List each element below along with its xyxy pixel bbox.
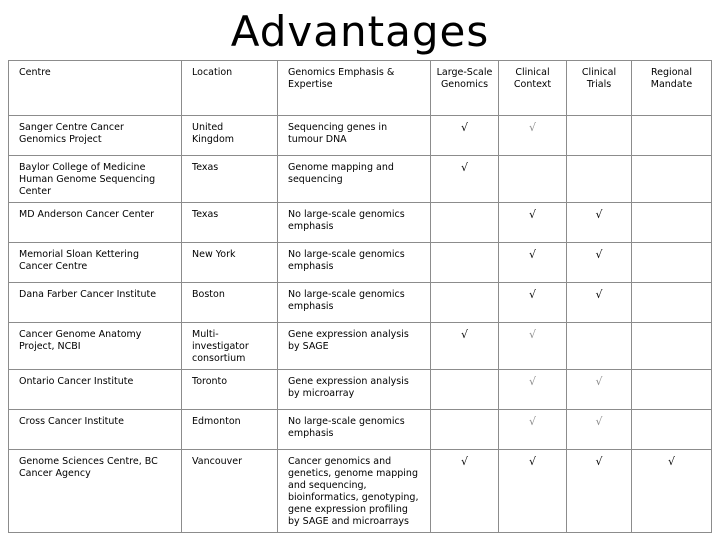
table-row <box>9 283 712 323</box>
cell-location: New York <box>182 243 278 283</box>
cell-clinical-context <box>499 410 567 450</box>
header-centre: Centre <box>9 61 182 116</box>
cell-clinical-context <box>499 283 567 323</box>
header-regional-mandate: Regional Mandate <box>632 61 712 116</box>
cell-clinical-context <box>499 203 567 243</box>
cell-large-scale-genomics <box>431 156 499 203</box>
cell-clinical-context <box>499 243 567 283</box>
cell-emphasis: No large-scale genomics emphasis <box>278 410 431 450</box>
cell-clinical-context <box>499 370 567 410</box>
check-mark-icon: √ <box>528 288 536 301</box>
slide-title: Advantages <box>230 7 490 56</box>
cell-centre: Baylor College of Medicine Human Genome Sequencing Center <box>9 156 182 203</box>
cell-regional-mandate <box>632 370 712 410</box>
cell-clinical-context <box>499 323 567 370</box>
check-mark-icon: √ <box>528 375 536 388</box>
cell-location: Vancouver <box>182 450 278 533</box>
check-mark-icon: √ <box>528 121 536 134</box>
cell-centre: Dana Farber Cancer Institute <box>9 283 182 323</box>
cell-clinical-context <box>499 116 567 156</box>
cell-regional-mandate <box>632 450 712 533</box>
cell-clinical-trials <box>567 203 632 243</box>
cell-regional-mandate <box>632 283 712 323</box>
cell-large-scale-genomics <box>431 116 499 156</box>
header-clinical-context: Clinical Context <box>499 61 567 116</box>
cell-large-scale-genomics <box>431 323 499 370</box>
check-mark-icon: √ <box>595 248 603 261</box>
table-row <box>9 156 712 203</box>
table-row <box>9 116 712 156</box>
cell-emphasis: Genome mapping and sequencing <box>278 156 431 203</box>
check-mark-icon: √ <box>595 415 603 428</box>
header-emphasis: Genomics Emphasis & Expertise <box>278 61 431 116</box>
cell-emphasis: No large-scale genomics emphasis <box>278 203 431 243</box>
cell-clinical-trials <box>567 370 632 410</box>
cell-emphasis: No large-scale genomics emphasis <box>278 243 431 283</box>
check-mark-icon: √ <box>460 328 468 341</box>
cell-regional-mandate <box>632 116 712 156</box>
cell-location: Toronto <box>182 370 278 410</box>
cell-location: United Kingdom <box>182 116 278 156</box>
cell-centre: Memorial Sloan Kettering Cancer Centre <box>9 243 182 283</box>
cell-clinical-context <box>499 450 567 533</box>
table-row <box>9 203 712 243</box>
cell-centre: Ontario Cancer Institute <box>9 370 182 410</box>
check-mark-icon: √ <box>528 248 536 261</box>
check-mark-icon: √ <box>528 455 536 468</box>
table-row <box>9 323 712 370</box>
cell-regional-mandate <box>632 323 712 370</box>
check-mark-icon: √ <box>460 455 468 468</box>
cell-location: Texas <box>182 156 278 203</box>
cell-clinical-trials <box>567 323 632 370</box>
cell-large-scale-genomics <box>431 283 499 323</box>
cell-centre: Cancer Genome Anatomy Project, NCBI <box>9 323 182 370</box>
cell-location: Texas <box>182 203 278 243</box>
cell-regional-mandate <box>632 410 712 450</box>
header-location: Location <box>182 61 278 116</box>
cell-clinical-trials <box>567 450 632 533</box>
cell-emphasis: No large-scale genomics emphasis <box>278 283 431 323</box>
cell-centre: MD Anderson Cancer Center <box>9 203 182 243</box>
cell-clinical-context <box>499 156 567 203</box>
check-mark-icon: √ <box>528 328 536 341</box>
table-body <box>9 61 712 533</box>
check-mark-icon: √ <box>595 208 603 221</box>
check-mark-icon: √ <box>595 288 603 301</box>
cell-regional-mandate <box>632 243 712 283</box>
cell-large-scale-genomics <box>431 370 499 410</box>
cell-location: Edmonton <box>182 410 278 450</box>
cell-location: Multi-investigator consortium <box>182 323 278 370</box>
cell-regional-mandate <box>632 203 712 243</box>
cell-large-scale-genomics <box>431 203 499 243</box>
check-mark-icon: √ <box>595 455 603 468</box>
header-clinical-trials: Clinical Trials <box>567 61 632 116</box>
cell-emphasis: Cancer genomics and genetics, genome mapping and sequencing, bioinformatics, genotyping, gene expression profiling by SAGE and microarrays <box>278 450 431 533</box>
cell-clinical-trials <box>567 410 632 450</box>
cell-clinical-trials <box>567 116 632 156</box>
cell-large-scale-genomics <box>431 410 499 450</box>
check-mark-icon: √ <box>528 415 536 428</box>
cell-centre: Sanger Centre Cancer Genomics Project <box>9 116 182 156</box>
check-mark-icon: √ <box>667 455 675 468</box>
header-large-scale-genomics: Large-Scale Genomics <box>431 61 499 116</box>
check-mark-icon: √ <box>460 161 468 174</box>
cell-clinical-trials <box>567 283 632 323</box>
cell-emphasis: Sequencing genes in tumour DNA <box>278 116 431 156</box>
cell-location: Boston <box>182 283 278 323</box>
header-row <box>9 61 712 116</box>
check-mark-icon: √ <box>595 375 603 388</box>
cell-regional-mandate <box>632 156 712 203</box>
table-row <box>9 370 712 410</box>
centres-table <box>8 60 712 533</box>
cell-large-scale-genomics <box>431 243 499 283</box>
cell-centre: Cross Cancer Institute <box>9 410 182 450</box>
cell-clinical-trials <box>567 156 632 203</box>
cell-emphasis: Gene expression analysis by SAGE <box>278 323 431 370</box>
table-row <box>9 450 712 533</box>
table-row <box>9 243 712 283</box>
check-mark-icon: √ <box>528 208 536 221</box>
check-mark-icon: √ <box>460 121 468 134</box>
cell-emphasis: Gene expression analysis by microarray <box>278 370 431 410</box>
table-row <box>9 410 712 450</box>
cell-large-scale-genomics <box>431 450 499 533</box>
cell-clinical-trials <box>567 243 632 283</box>
cell-centre: Genome Sciences Centre, BC Cancer Agency <box>9 450 182 533</box>
